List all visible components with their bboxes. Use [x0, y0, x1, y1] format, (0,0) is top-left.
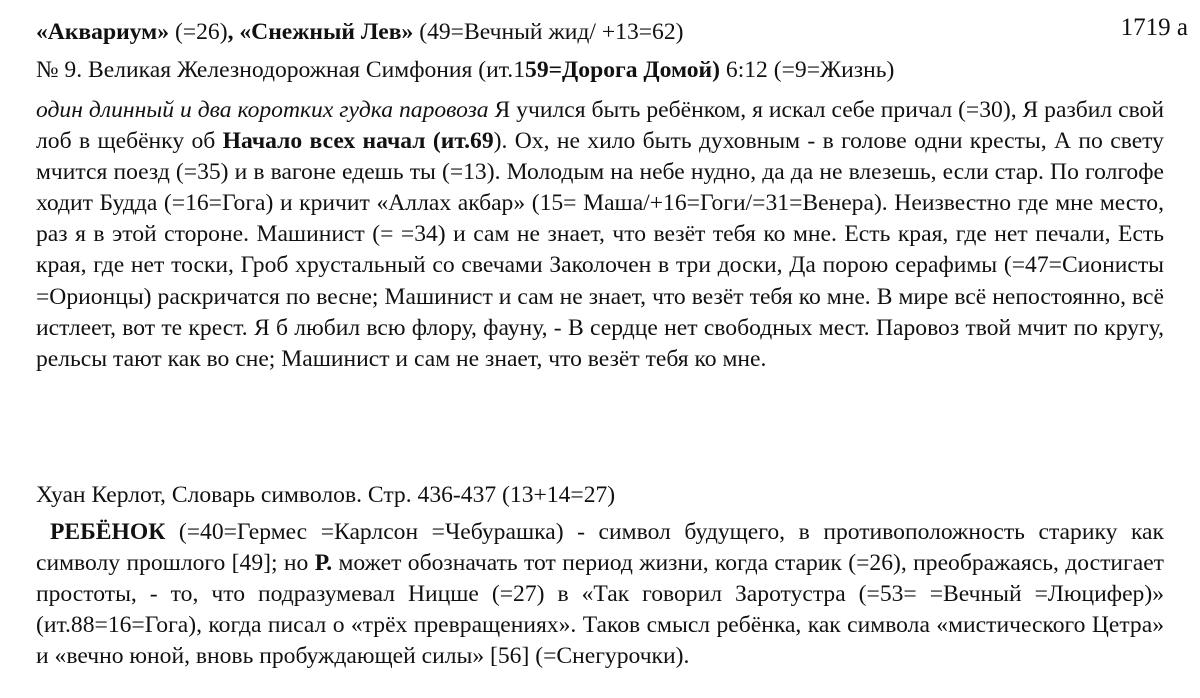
- track-duration: 6:12 (=9=Жизнь): [720, 57, 895, 83]
- lyrics-text-1: Я учился быть ребёнком, я искал себе причал (=30), Я разбил свой лоб в щебёнку об: [36, 97, 1164, 155]
- lyrics-bold-reference: Начало всех начал: [222, 128, 426, 155]
- header-separator: ,: [227, 19, 240, 45]
- lyrics-bold-reference-2: (ит.69: [425, 128, 494, 155]
- band-number-2: (49=Вечный жид/ +13=62): [413, 19, 684, 45]
- lyrics-italic-intro: один длинный и два коротких гудка паровоза: [36, 97, 489, 123]
- source-line: Хуан Керлот, Словарь символов. Стр. 436-437 (13+14=27): [36, 482, 616, 508]
- lyrics-text-2: ). Ох, не хило быть духовным - в голове одни кресты, А по свету мчится поезд (=35) и в вагоне едешь ты (=13). Молодым на небе нудно, да да не влезешь, если стар. По голгофе ходит Будда (=16=Гога) и кричит «Аллах акбар» (15= Маша/+16=Гоги/=31=Венера). Неизвестно где мне место, раз я в этой стороне. Машинист (= =34) и сам не знает, что везёт тебя ко мне. Есть края, где нет печали, Есть края, где нет тоски, Гроб хрустальный со свечами Заколочен в три доски, Да порою серафимы (=47=Сионисты =Орионцы) раскричатся по весне; Машинист и сам не знает, что везёт тебя ко мне. В мире всё непостоянно, всё истлеет, вот те крест. Я б любил всю флору, фауну, - В сердце нет свободных мест. Паровоз твой мчит по кругу, рельсы тают как во сне; Машинист и сам не знает, что везёт тебя ко мне.: [36, 128, 1164, 372]
- entry-text-1: (=40=Гермес =Карлсон =Чебурашка) - символ будущего, в противоположность старику как символу прошлого [49]; но: [36, 519, 1164, 577]
- band-number-1: (=26): [169, 19, 228, 45]
- dictionary-entry: [36, 517, 1164, 672]
- track-title-bold: 59=Дорога Домой): [525, 57, 720, 83]
- page-number: 1719 a: [1120, 14, 1188, 41]
- entry-abbreviation: Р.: [314, 550, 333, 577]
- lyrics-paragraph: [36, 95, 1164, 375]
- entry-text-2: может обозначать тот период жизни, когда старик (=26), преображаясь, достигает простоты, - то, что подразумевал Ницше (=27) в «Так говорил Заротустра (=53= =Вечный =Люцифер)» (ит.88=16=Гога), когда писал о «трёх превращениях». Таков смысл ребёнка, как символа «мистического Цетра» и «вечно юной, вновь пробуждающей силы» [56] (=Снегурочки).: [36, 550, 1164, 670]
- band-name-aquarium: «Аквариум»: [36, 19, 170, 45]
- track-line: [36, 55, 894, 85]
- entry-headword: РЕБЁНОК: [50, 519, 166, 545]
- header-line: [36, 17, 684, 47]
- band-name-snow-lion: «Снежный Лев»: [239, 19, 414, 45]
- track-title-prefix: № 9. Великая Железнодорожная Симфония (ит.1: [36, 57, 526, 83]
